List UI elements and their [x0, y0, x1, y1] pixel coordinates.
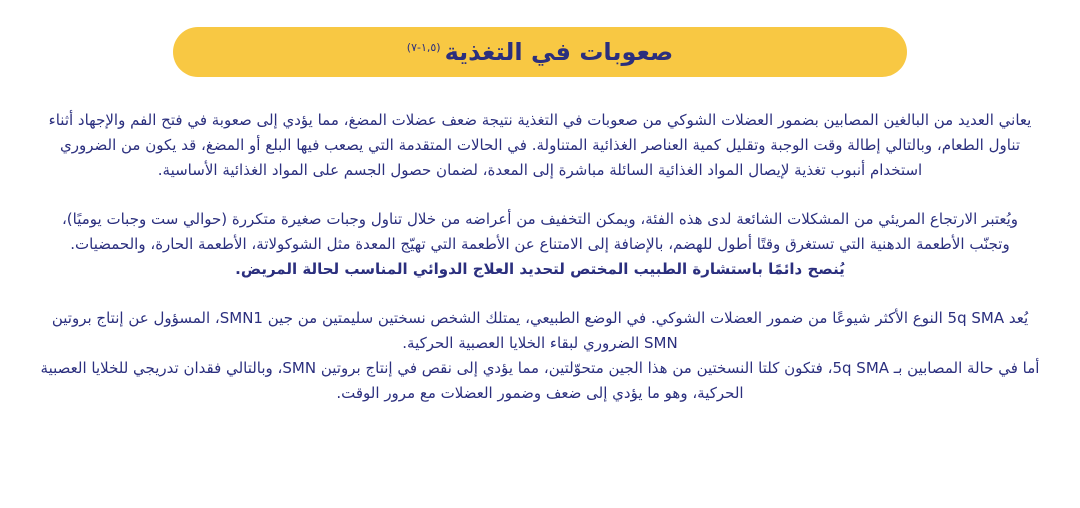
section-title-banner: [173, 27, 907, 77]
spacer: [40, 183, 1040, 207]
article-body: [40, 108, 1040, 406]
paragraph-reflux: ويُعتبر الارتجاع المريئي من المشكلات الشائعة لدى هذه الفئة، ويمكن التخفيف من أعراضه من خلال تناول وجبات صغيرة متكررة (حوالي ست وجبات يوميًا)، وتجنّب الأطعمة الدهنية التي تستغرق وقتًا أطول للهضم، بالإضافة إلى الامتناع عن الأطعمة التي تهيّج المعدة مثل الشوكولاتة، الأطعمة الحارة، والحمضيات.: [61, 210, 1019, 253]
section-title-text: صعوبات في التغذية: [444, 38, 674, 66]
reference-superscript: (١,٥-٧): [406, 41, 441, 54]
paragraph-feeding-difficulties: يعاني العديد من البالغين المصابين بضمور العضلات الشوكي من صعوبات في التغذية نتيجة ضعف عضلات المضغ، مما يؤدي إلى صعوبة في فتح الفم والإجهاد أثناء تناول الطعام، وبالتالي إطالة وقت الوجبة وتقليل كمية العناصر الغذائية المتناولة. في الحالات المتقدمة التي يصعب فيها البلع أو المضغ، قد يكون من الضروري استخدام أنبوب تغذية لإيصال المواد الغذائية السائلة مباشرة إلى المعدة، لضمان حصول الجسم على المواد الغذائية الأساسية.: [48, 111, 1032, 179]
paragraph-sma-mutation: أما في حالة المصابين بـ 5q SMA، فتكون كلتا النسختين من هذا الجين متحوّلتين، مما يؤدي إلى نقص في إنتاج بروتين SMN، وبالتالي فقدان تدريجي للخلايا العصبية الحركية، وهو ما يؤدي إلى ضعف وضمور العضلات مع مرور الوقت.: [40, 359, 1040, 402]
section-title: [407, 40, 673, 64]
paragraph-doctor-advice: يُنصح دائمًا باستشارة الطبيب المختص لتحديد العلاج الدوائي المناسب لحالة المريض.: [235, 260, 845, 278]
paragraph-sma-definition: يُعد 5q SMA النوع الأكثر شيوعًا من ضمور العضلات الشوكي. في الوضع الطبيعي، يمتلك الشخص نسختين سليمتين من جين SMN1، المسؤول عن إنتاج بروتين SMN الضروري لبقاء الخلايا العصبية الحركية.: [51, 309, 1029, 352]
spacer: [40, 282, 1040, 306]
